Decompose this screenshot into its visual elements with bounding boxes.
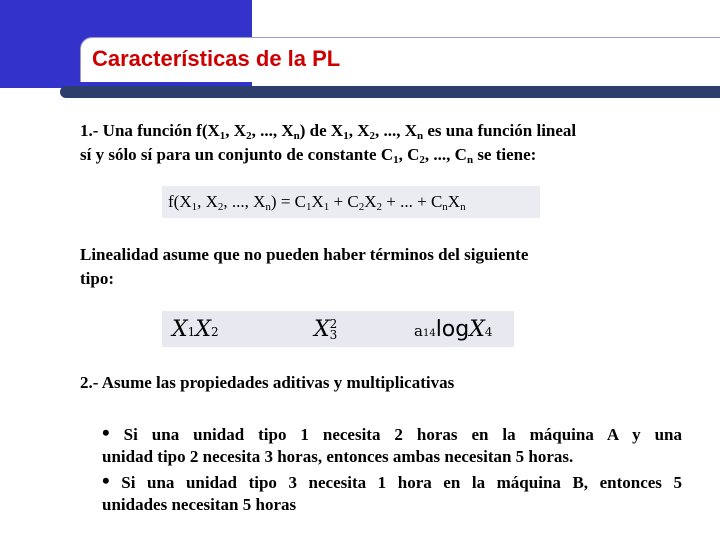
text-run: + C [329,192,359,211]
subscript: 2 [210,325,219,339]
text-run: , ..., X [251,121,294,140]
term-log [414,317,493,342]
text-run: X [364,192,377,211]
term-variable: X [172,317,188,342]
text-run: ) de X [299,121,344,140]
subscript: 1 [306,201,312,213]
text-run: X [447,192,461,211]
term-variable: X [195,317,211,342]
subscript: n [460,201,466,213]
subscript: 1 [323,201,330,213]
term-square [314,317,337,342]
text-run: Si una unidad tipo 1 necesita 2 horas en la máquina A y una [109,425,682,444]
text-run: , X [225,121,247,140]
superscript: 2 [329,317,338,331]
term-variable: X [469,317,485,342]
definition-line-2 [80,144,536,166]
term-product [172,317,219,342]
bullet-2-line-2: unidades necesitan 5 horas [102,495,297,514]
definition-line-1 [80,120,576,142]
subscript: 3 [329,328,338,342]
text-run: , X [197,192,218,211]
text-run: , C [398,145,420,164]
bullet-1-line-1 [102,422,682,446]
subscript: 2 [217,201,224,213]
subscript: n [466,154,474,166]
bullet-1-line-2: unidad tipo 2 necesita 3 horas, entonces ambas necesitan 5 horas. [102,447,574,466]
slide-title: Características de la PL [92,46,341,71]
text-run: sí y sólo sí para un conjunto de constante C [80,145,394,164]
subscript: 1 [191,201,198,213]
term-coefficient: a [414,322,423,340]
text-run: , ..., X [223,192,266,211]
section-2-heading: 2.- Asume las propiedades aditivas y multiplicativas [80,373,455,392]
subscript: n [265,201,271,213]
linearity-line-2: tipo: [80,269,114,288]
linear-function-formula [162,186,540,218]
subscript: 1 [343,130,349,142]
subscript: n [293,130,300,142]
subscript: 1 [187,325,196,339]
text-run: , ..., X [374,121,417,140]
subscript: 2 [376,201,383,213]
text-run: se tiene: [473,145,537,164]
subscript: n [417,130,424,142]
text-run: , X [348,121,370,140]
bullet-icon: • [102,420,110,445]
text-run: 1.- Una función f(X [80,121,220,140]
log-operator: log [435,317,470,342]
text-run: f(X [168,192,192,211]
subscript: 2 [419,154,425,166]
title-rule [60,86,720,98]
subscript: 2 [246,130,252,142]
subscript: 2 [358,201,365,213]
text-run: ) = C [270,192,307,211]
subscript: 1 [393,154,399,166]
bullet-2-line-1 [102,470,682,494]
term-variable: X [314,317,330,342]
bullet-icon: • [102,468,110,493]
subscript: 1 [219,130,226,142]
subscript: n [442,201,448,213]
text-run: Si una unidad tipo 3 necesita 1 hora en la máquina B, entonces 5 [109,473,682,492]
nonlinear-terms-box [162,311,514,347]
subscript: 4 [484,325,493,339]
text-run: es una función lineal [423,121,577,140]
text-run: X [311,192,324,211]
text-run: + ... + C [382,192,443,211]
subscript: 14 [422,328,436,339]
text-run: , ..., C [424,145,467,164]
linearity-line-1: Linealidad asume que no pueden haber términos del siguiente [80,245,529,264]
subscript: 2 [369,130,375,142]
